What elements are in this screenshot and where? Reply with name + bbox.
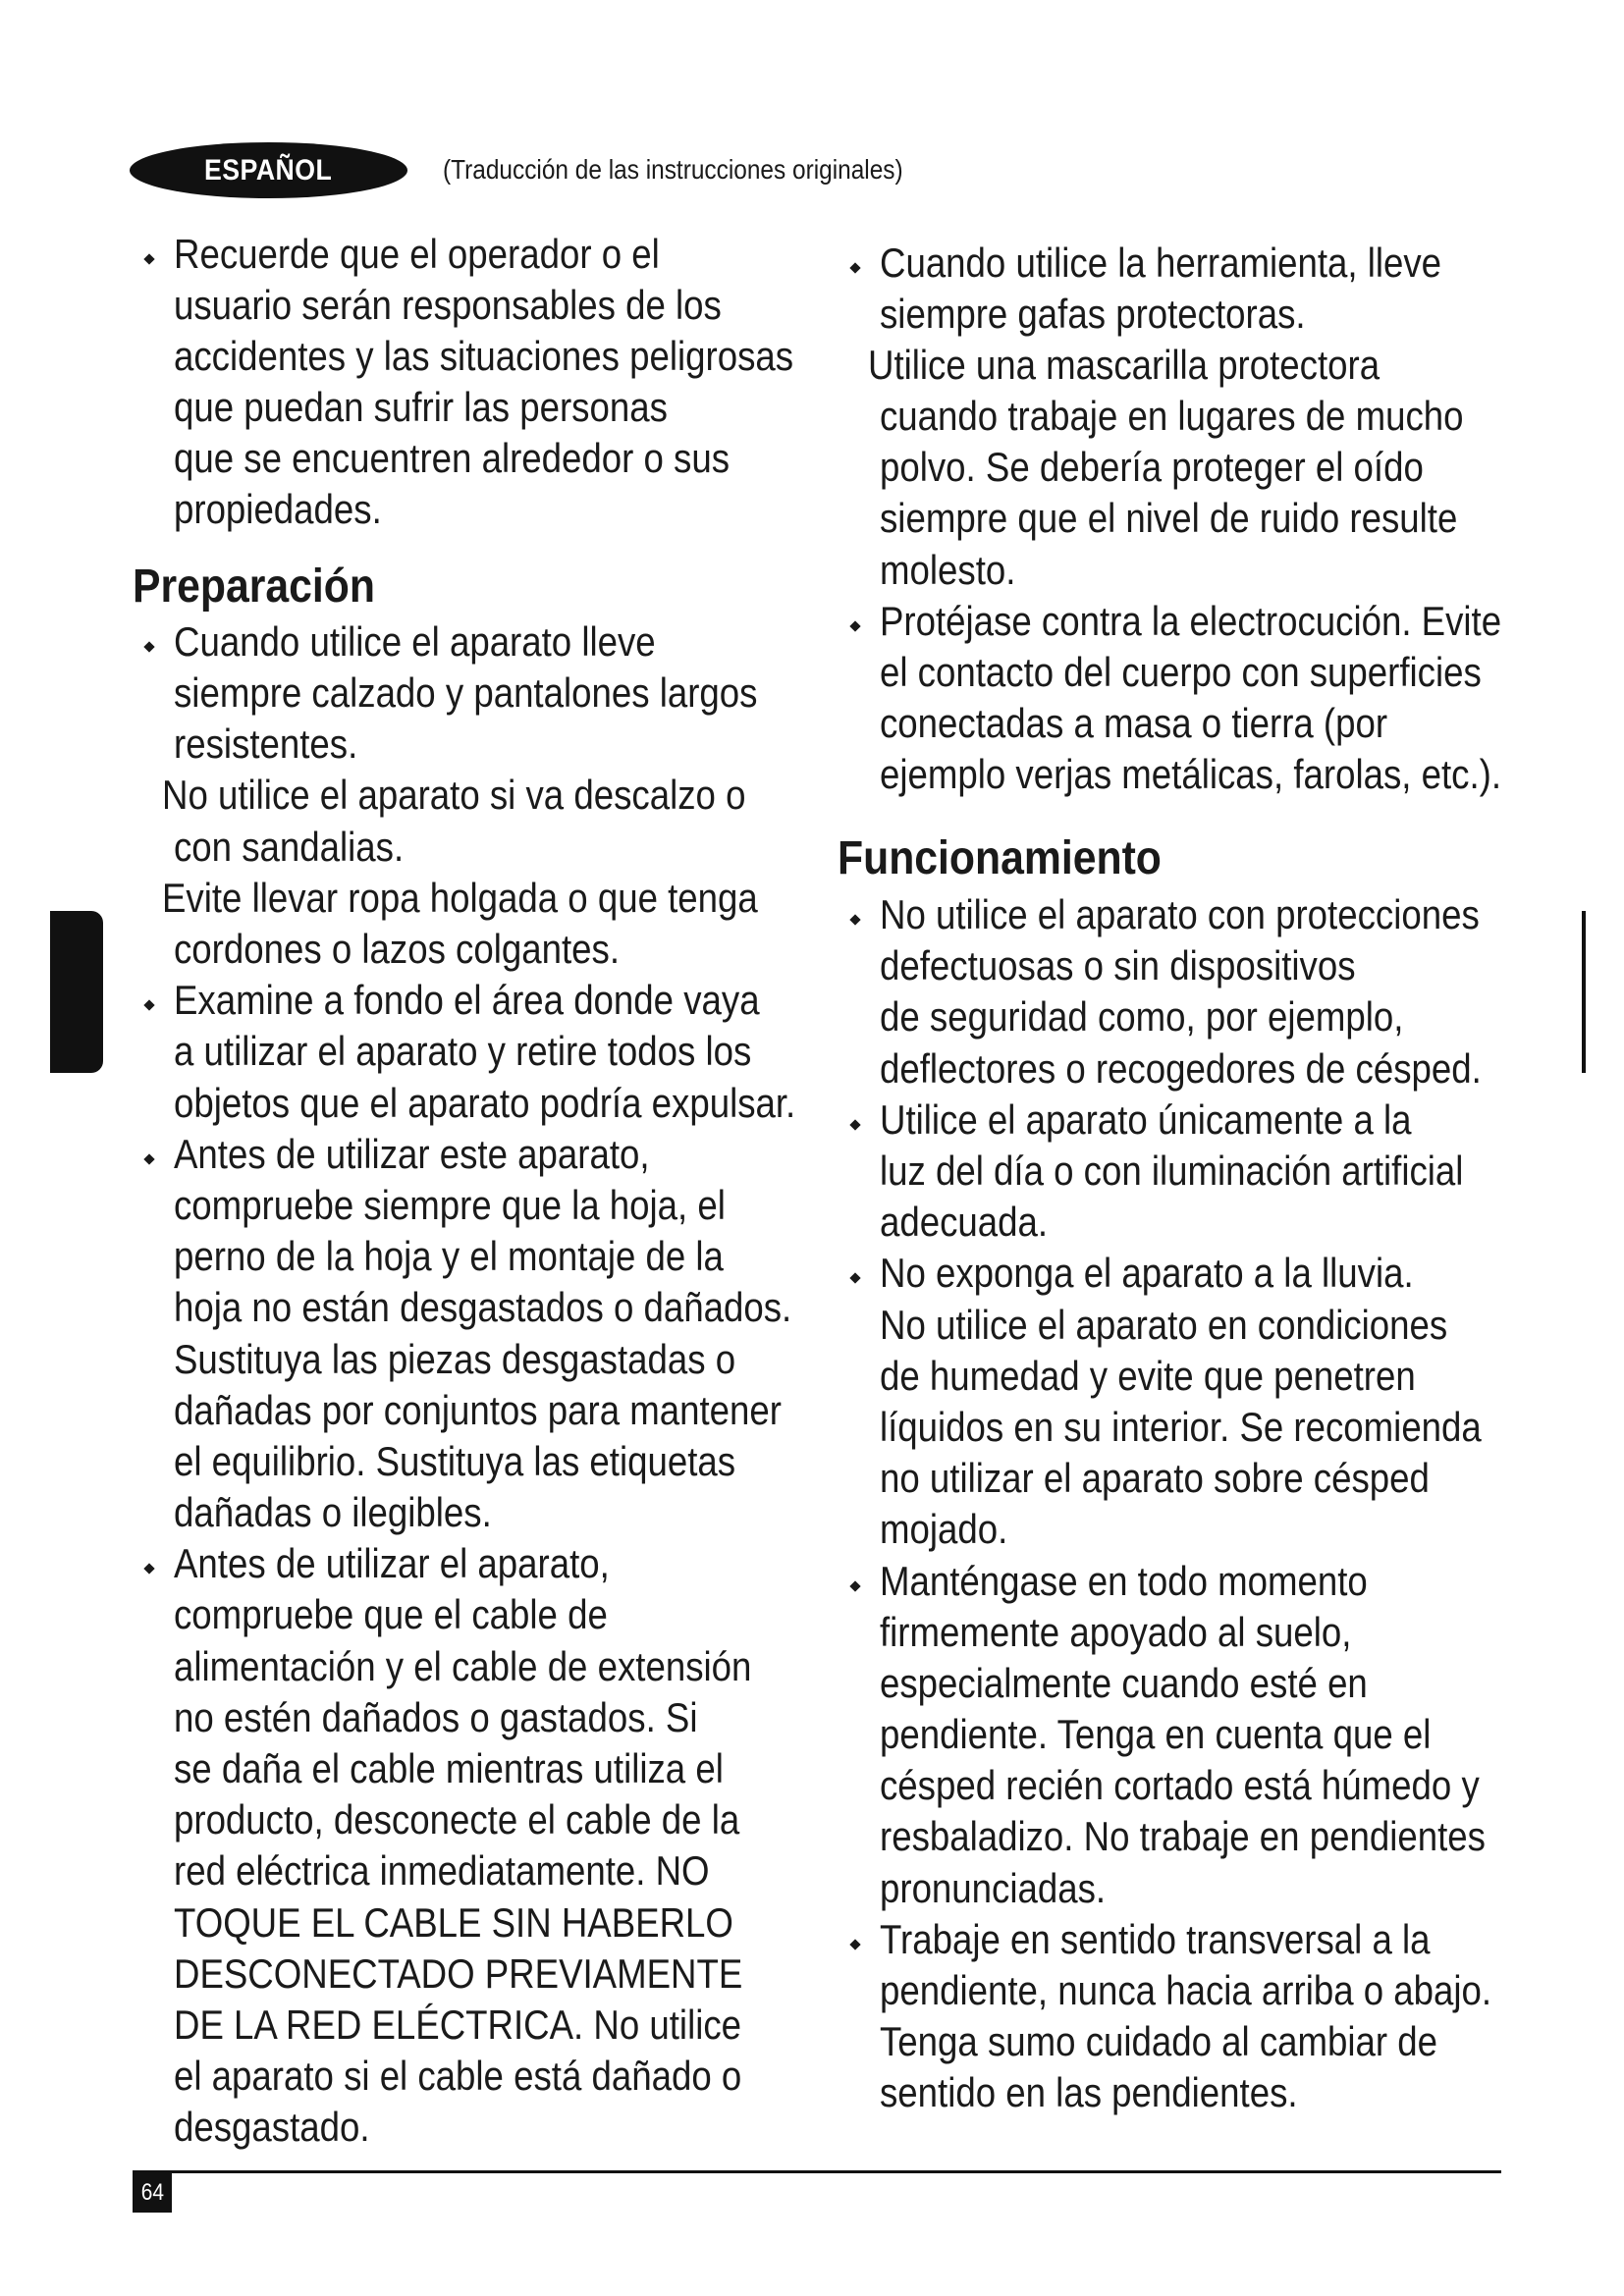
bullet-item	[174, 1538, 887, 2153]
text-line: cuando trabaje en lugares de mucho	[880, 393, 1464, 440]
text-line: se daña el cable mientras utiliza el	[174, 1745, 724, 1792]
bullet-diamond-icon	[143, 253, 154, 264]
text-line: firmemente apoyado al suelo,	[880, 1608, 1352, 1655]
text-line: no utilizar el aparato sobre césped	[880, 1455, 1430, 1502]
text-line: mojado.	[880, 1506, 1008, 1553]
bullet-item	[174, 229, 885, 536]
translation-note: (Traducción de las instrucciones originales)	[443, 154, 903, 185]
text-line: césped recién cortado está húmedo y	[880, 1762, 1480, 1809]
text-line: que se encuentren alrededor o sus	[174, 435, 731, 482]
bullet-diamond-icon	[143, 1564, 154, 1575]
text-line: DESCONECTADO PREVIAMENTE	[174, 1949, 743, 1997]
margin-marker-line	[1582, 911, 1586, 1073]
text-line: siempre calzado y pantalones largos	[174, 669, 758, 717]
text-line: no estén dañados o gastados. Si	[174, 1693, 698, 1740]
text-line: Cuando utilice la herramienta, lleve	[880, 239, 1442, 286]
text-line: Antes de utilizar este aparato,	[174, 1130, 650, 1177]
text-line: dañadas o ilegibles.	[174, 1489, 492, 1536]
text-line: Manténgase en todo momento	[880, 1557, 1368, 1604]
right-column-items	[880, 889, 1582, 2119]
text-line: el aparato si el cable está dañado o	[174, 2053, 742, 2100]
bullet-diamond-icon	[143, 641, 154, 652]
text-line: deflectores o recogedores de césped.	[880, 1044, 1482, 1092]
text-line: el contacto del cuerpo con superficies	[880, 649, 1482, 695]
text-line: siempre gafas protectoras.	[880, 290, 1306, 337]
text-line: alimentación y el cable de extensión	[174, 1642, 752, 1689]
text-line: líquidos en su interior. Se recomienda	[880, 1403, 1482, 1450]
text-line: TOQUE EL CABLE SIN HABERLO	[174, 1898, 733, 1946]
text-line: con sandalias.	[174, 823, 405, 870]
text-line: No utilice el aparato en condiciones	[880, 1301, 1448, 1348]
text-line: defectuosas o sin dispositivos	[880, 942, 1356, 989]
right-column-intro	[868, 238, 1593, 801]
bullet-item	[174, 975, 887, 1129]
bullet-item	[162, 616, 887, 975]
text-line: Utilice el aparato únicamente a la	[880, 1095, 1412, 1143]
section-heading-funcionamiento: Funcionamiento	[838, 832, 1162, 884]
text-line: resbaladizo. No trabaje en pendientes	[880, 1813, 1486, 1860]
text-line: No exponga el aparato a la lluvia.	[880, 1250, 1414, 1297]
text-line: propiedades.	[174, 486, 382, 533]
text-line: compruebe siempre que la hoja, el	[174, 1181, 726, 1228]
bullet-diamond-icon	[143, 1000, 154, 1011]
text-line: perno de la hoja y el montaje de la	[174, 1233, 724, 1280]
text-line: usuario serán responsables de los	[174, 281, 722, 328]
language-badge	[130, 142, 407, 198]
text-line: Antes de utilizar el aparato,	[174, 1540, 610, 1587]
text-line: hoja no están desgastados o dañados.	[174, 1284, 792, 1331]
text-line: Sustituya las piezas desgastadas o	[174, 1335, 736, 1382]
text-line: Cuando utilice el aparato lleve	[174, 617, 656, 665]
text-line: siempre que el nivel de ruido resulte	[880, 495, 1458, 542]
bullet-item	[868, 238, 1593, 596]
text-line: pronunciadas.	[880, 1864, 1107, 1911]
text-line: Tenga sumo cuidado al cambiar de	[880, 2018, 1438, 2065]
text-line: No utilice el aparato con protecciones	[880, 891, 1480, 938]
text-line: especialmente cuando esté en	[880, 1659, 1368, 1706]
left-column-intro	[174, 229, 885, 536]
text-line: dañadas por conjuntos para mantener	[174, 1386, 782, 1433]
text-line: que puedan sufrir las personas	[174, 384, 668, 431]
text-line: sentido en las pendientes.	[880, 2069, 1298, 2116]
text-line: Examine a fondo el área donde vaya	[174, 977, 760, 1024]
text-line: compruebe que el cable de	[174, 1591, 608, 1638]
left-column-items	[162, 616, 887, 2154]
text-line: Trabaje en sentido transversal a la	[880, 1915, 1431, 1962]
bullet-diamond-icon	[143, 1153, 154, 1164]
text-line: adecuada.	[880, 1199, 1049, 1246]
text-line: polvo. Se debería proteger el oído	[880, 444, 1424, 491]
text-line: resistentes.	[174, 721, 358, 768]
text-line: a utilizar el aparato y retire todos los	[174, 1028, 752, 1075]
bullet-item	[880, 1556, 1582, 1914]
bullet-item	[880, 596, 1593, 801]
bullet-item	[880, 1095, 1582, 1249]
text-line: Utilice una mascarilla protectora	[868, 341, 1380, 388]
text-line: objetos que el aparato podría expulsar.	[174, 1079, 796, 1126]
text-line: producto, desconecte el cable de la	[174, 1796, 740, 1843]
text-line: el equilibrio. Sustituya las etiquetas	[174, 1437, 736, 1484]
text-line: accidentes y las situaciones peligrosas	[174, 332, 794, 379]
text-line: pendiente, nunca hacia arriba o abajo.	[880, 1967, 1492, 2014]
text-line: de humedad y evite que penetren	[880, 1352, 1416, 1399]
page-number: 64	[140, 2179, 164, 2206]
text-line: DE LA RED ELÉCTRICA. No utilice	[174, 2001, 742, 2048]
text-line: de seguridad como, por ejemplo,	[880, 993, 1404, 1041]
bullet-item	[880, 1914, 1582, 2119]
text-line: conectadas a masa o tierra (por	[880, 700, 1388, 747]
language-section-tab	[50, 911, 103, 1073]
text-line: ejemplo verjas metálicas, farolas, etc.).	[880, 751, 1502, 798]
text-line: pendiente. Tenga en cuenta que el	[880, 1711, 1432, 1758]
footer-rule	[133, 2170, 1501, 2173]
text-line: luz del día o con iluminación artificial	[880, 1148, 1464, 1195]
text-line: No utilice el aparato si va descalzo o	[162, 772, 746, 819]
section-heading-preparacion: Preparación	[133, 561, 375, 613]
text-line: molesto.	[880, 546, 1016, 593]
text-line: Evite llevar ropa holgada o que tenga	[162, 874, 758, 921]
bullet-item	[174, 1129, 887, 1539]
text-line: desgastado.	[174, 2104, 370, 2151]
bullet-item	[880, 889, 1582, 1095]
text-line: Protéjase contra la electrocución. Evite	[880, 597, 1502, 644]
text-line: Recuerde que el operador o el	[174, 230, 660, 277]
text-line: cordones o lazos colgantes.	[174, 926, 621, 973]
page-number-badge	[133, 2173, 172, 2213]
language-label: ESPAÑOL	[204, 153, 333, 187]
text-line: red eléctrica inmediatamente. NO	[174, 1847, 710, 1895]
bullet-item	[880, 1248, 1582, 1555]
